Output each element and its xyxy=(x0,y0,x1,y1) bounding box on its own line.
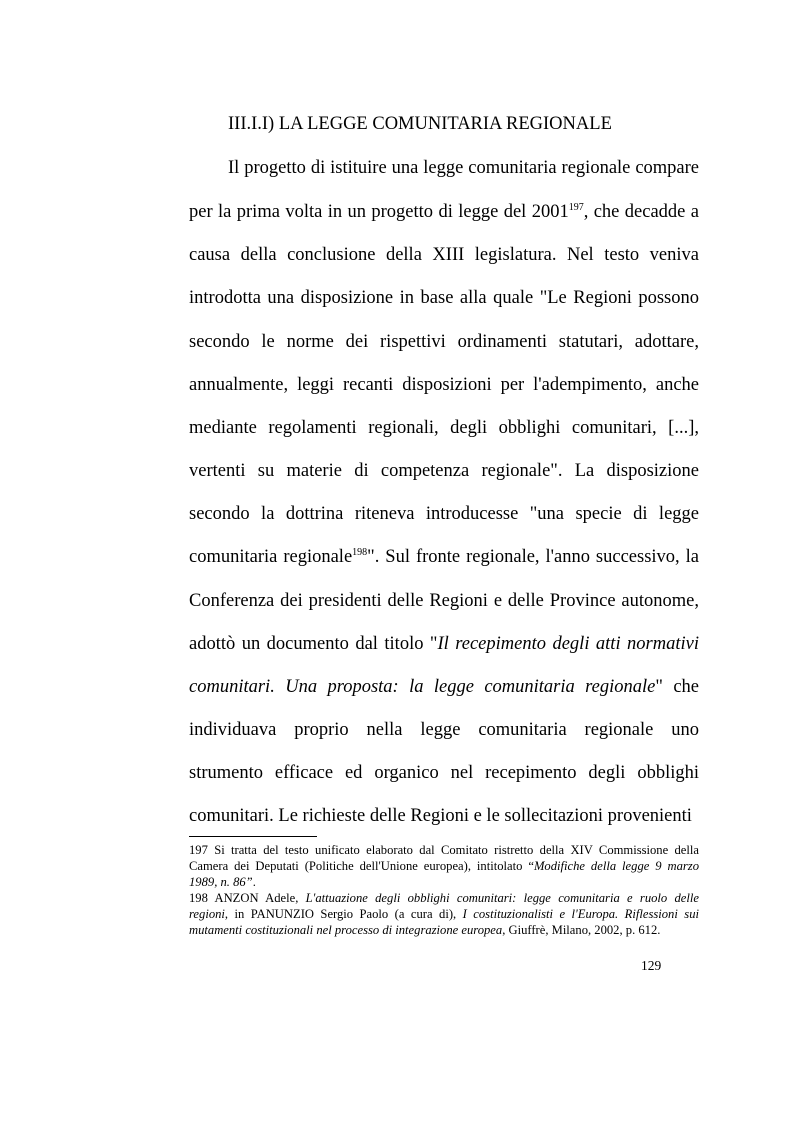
document-title-italic: Il recepimento degli atti normativi xyxy=(437,634,699,654)
footnote-italic: I costituzionalisti e l'Europa. Riflessioni sui xyxy=(462,907,699,921)
footnote-text: 198 ANZON Adele, xyxy=(189,891,306,905)
body-line xyxy=(189,632,699,656)
footnote-text: , in PANUNZIO Sergio Paolo (a cura di), xyxy=(224,907,463,921)
body-line: vertenti su materie di competenza regionale". La disposizione xyxy=(189,461,699,481)
body-text: per la prima volta in un progetto di legge del 2001 xyxy=(189,202,569,222)
body-text: adottò un documento dal titolo " xyxy=(189,634,438,654)
body-line: comunitari. Le richieste delle Regioni e le sollecitazioni provenienti xyxy=(189,806,692,826)
body-line: causa della conclusione della XIII legislatura. Nel testo veniva xyxy=(189,245,699,265)
footnote-line xyxy=(189,906,699,922)
body-line: mediante regolamenti regionali, degli obblighi comunitari, [...], xyxy=(189,418,699,438)
footnote-ref-198[interactable]: 198 xyxy=(352,547,368,558)
body-text: " che xyxy=(655,677,700,697)
footnote-separator xyxy=(189,836,317,837)
body-line: strumento efficace ed organico nel recepimento degli obblighi xyxy=(189,763,699,783)
footnote-ref-197[interactable]: 197 xyxy=(568,202,584,213)
footnote-italic: regioni xyxy=(189,907,225,921)
page-number: 129 xyxy=(641,958,662,973)
footnote-text: Camera dei Deputati (Politiche dell'Unione europea), intitolato “ xyxy=(189,859,534,873)
body-line xyxy=(189,545,699,569)
body-line: Il progetto di istituire una legge comunitaria regionale compare xyxy=(228,158,699,178)
body-text: , che decadde a xyxy=(583,202,699,222)
body-text: comunitaria regionale xyxy=(189,547,353,567)
body-text: ". Sul fronte regionale, l'anno successivo, la xyxy=(367,547,699,567)
body-line: secondo le norme dei rispettivi ordinamenti statutari, adottare, xyxy=(189,332,699,352)
footnote-line xyxy=(189,874,699,890)
footnote-line xyxy=(189,890,699,906)
footnote-line xyxy=(189,922,699,938)
section-heading: III.I.I) LA LEGGE COMUNITARIA REGIONALE xyxy=(228,114,612,134)
body-line: secondo la dottrina riteneva introducesse "una specie di legge xyxy=(189,504,699,524)
body-line: introdotta una disposizione in base alla quale "Le Regioni possono xyxy=(189,288,699,308)
footnote-text: . xyxy=(252,875,256,889)
footnote-italic: Modifiche della legge 9 marzo xyxy=(533,859,699,873)
footnote-italic: mutamenti costituzionali nel processo di integrazione europea xyxy=(189,923,503,937)
body-line: Conferenza dei presidenti delle Regioni e delle Province autonome, xyxy=(189,591,699,611)
footnote-text: , Giuffrè, Milano, 2002, p. 612. xyxy=(502,923,661,937)
footnote-italic: L'attuazione degli obblighi comunitari: legge comunitaria e ruolo delle xyxy=(305,891,699,905)
document-title-italic: comunitari. Una proposta: la legge comunitaria regionale xyxy=(189,677,656,697)
footnote-italic: 1989, n. 86” xyxy=(189,875,253,889)
body-line xyxy=(189,675,699,699)
body-line: individuava proprio nella legge comunitaria regionale uno xyxy=(189,720,699,740)
body-line xyxy=(189,200,699,224)
body-line: annualmente, leggi recanti disposizioni per l'adempimento, anche xyxy=(189,375,699,395)
footnote-line xyxy=(189,858,699,874)
footnote-line: 197 Si tratta del testo unificato elaborato dal Comitato ristretto della XIV Commissione della xyxy=(189,843,699,857)
